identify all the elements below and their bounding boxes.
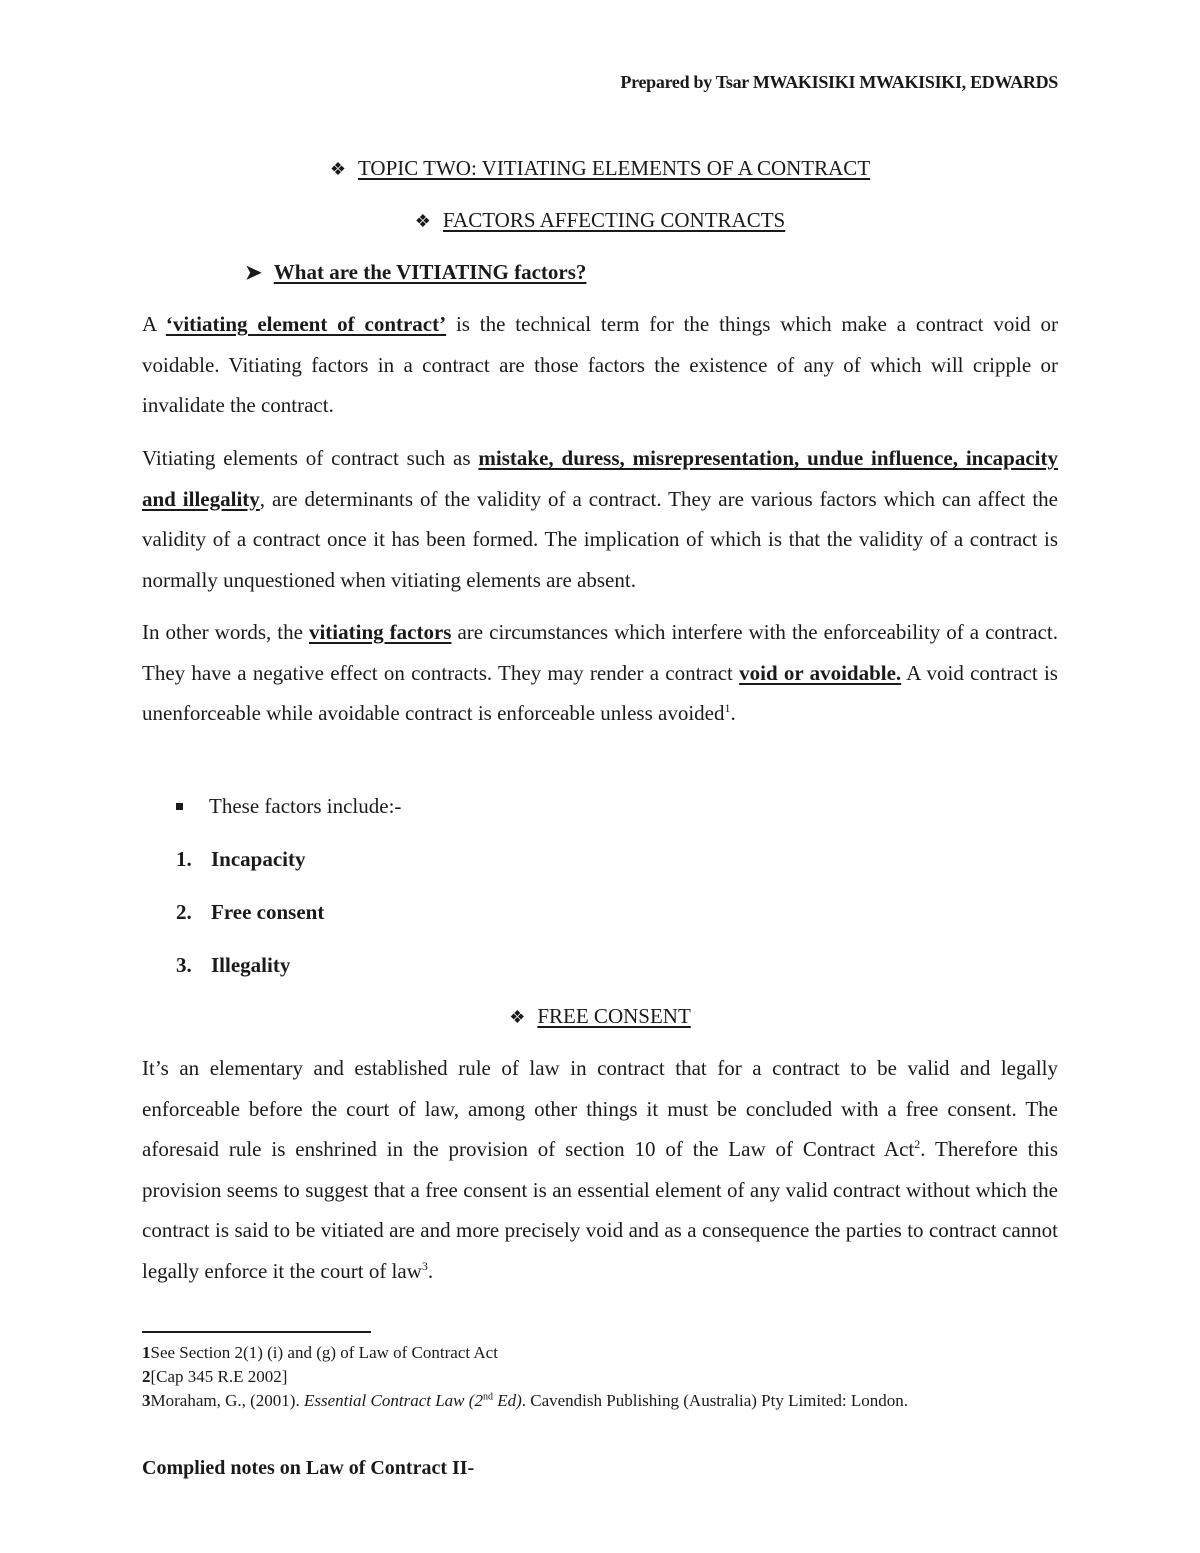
diamond-bullet-icon: ❖	[414, 211, 431, 231]
topic-heading: ❖ TOPIC TWO: VITIATING ELEMENTS OF A CONTRACT	[0, 154, 1200, 183]
footnote-separator	[142, 1331, 371, 1333]
arrow-bullet-icon: ➤	[245, 262, 262, 284]
list-item: 3. Illegality	[176, 953, 291, 977]
paragraph-elements: Vitiating elements of contract such as mistake, duress, misrepresentation, undue influence, incapacity and illegality, are determinants of the validity of a contract. They are various factors which can affect the validity of a contract once it has been formed. The implication of which is that the validity of a contract is normally unquestioned when vitiating elements are absent.	[142, 446, 1059, 592]
footnote-ref-3: 3	[421, 1258, 428, 1273]
paragraph-other-words: In other words, the vitiating factors are circumstances which interfere with the enforceability of a contract. They have a negative effect on contracts. They may render a contract void or avoidable. A void contract is unenforceable while avoidable contract is enforceable unless avoided$^1$.	[142, 620, 1058, 725]
page-footer: Complied notes on Law of Contract II-	[142, 1457, 475, 1479]
diamond-bullet-icon: ❖	[329, 159, 346, 179]
diamond-bullet-icon: ❖	[509, 1007, 526, 1027]
footnote-1: 1See Section 2(1) (i) and (g) of Law of Contract Act	[142, 1343, 498, 1362]
footnote-3: 3Moraham, G., (2001). Essential Contract Law (2nd Ed). Cavendish Publishing (Australia) Pty Limited: London.	[142, 1391, 909, 1410]
factors-heading: ❖ FACTORS AFFECTING CONTRACTS	[0, 206, 1200, 235]
list-item: 2. Free consent	[176, 900, 325, 924]
factors-intro: These factors include:-	[176, 792, 401, 820]
page-header: Prepared by Tsar MWAKISIKI MWAKISIKI, EDWARDS	[620, 72, 1058, 92]
footnote-2: 2[Cap 345 R.E 2002]	[142, 1367, 288, 1386]
question-heading: ➤ What are the VITIATING factors?	[245, 258, 586, 287]
paragraph-free-consent: It’s an elementary and established rule of law in contract that for a contract to be valid and legally enforceable before the court of law, among other things it must be concluded with a free consent. The aforesaid rule is enshrined in the provision of section 10 of the Law of Contract Act$^2$. Therefore this provision seems to suggest that a free consent is an essential element of any valid contract without which the contract is said to be vitiated are and more precisely void and as a consequence the parties to contract cannot legally enforce it the court of law$^3$.	[142, 1056, 1058, 1283]
footnote-ref-2: 2	[914, 1137, 921, 1151]
paragraph-definition: A ‘vitiating element of contract’ is the technical term for the things which make a contract void or voidable. Vitiating factors in a contract are those factors the existence of any of which will cripple or invalidate the contract.	[142, 312, 1059, 417]
free-consent-heading: ❖ FREE CONSENT	[0, 1002, 1200, 1031]
list-item: 1. Incapacity	[176, 847, 306, 871]
footnote-ref-1: 1	[724, 701, 731, 715]
square-bullet-icon	[176, 803, 183, 810]
